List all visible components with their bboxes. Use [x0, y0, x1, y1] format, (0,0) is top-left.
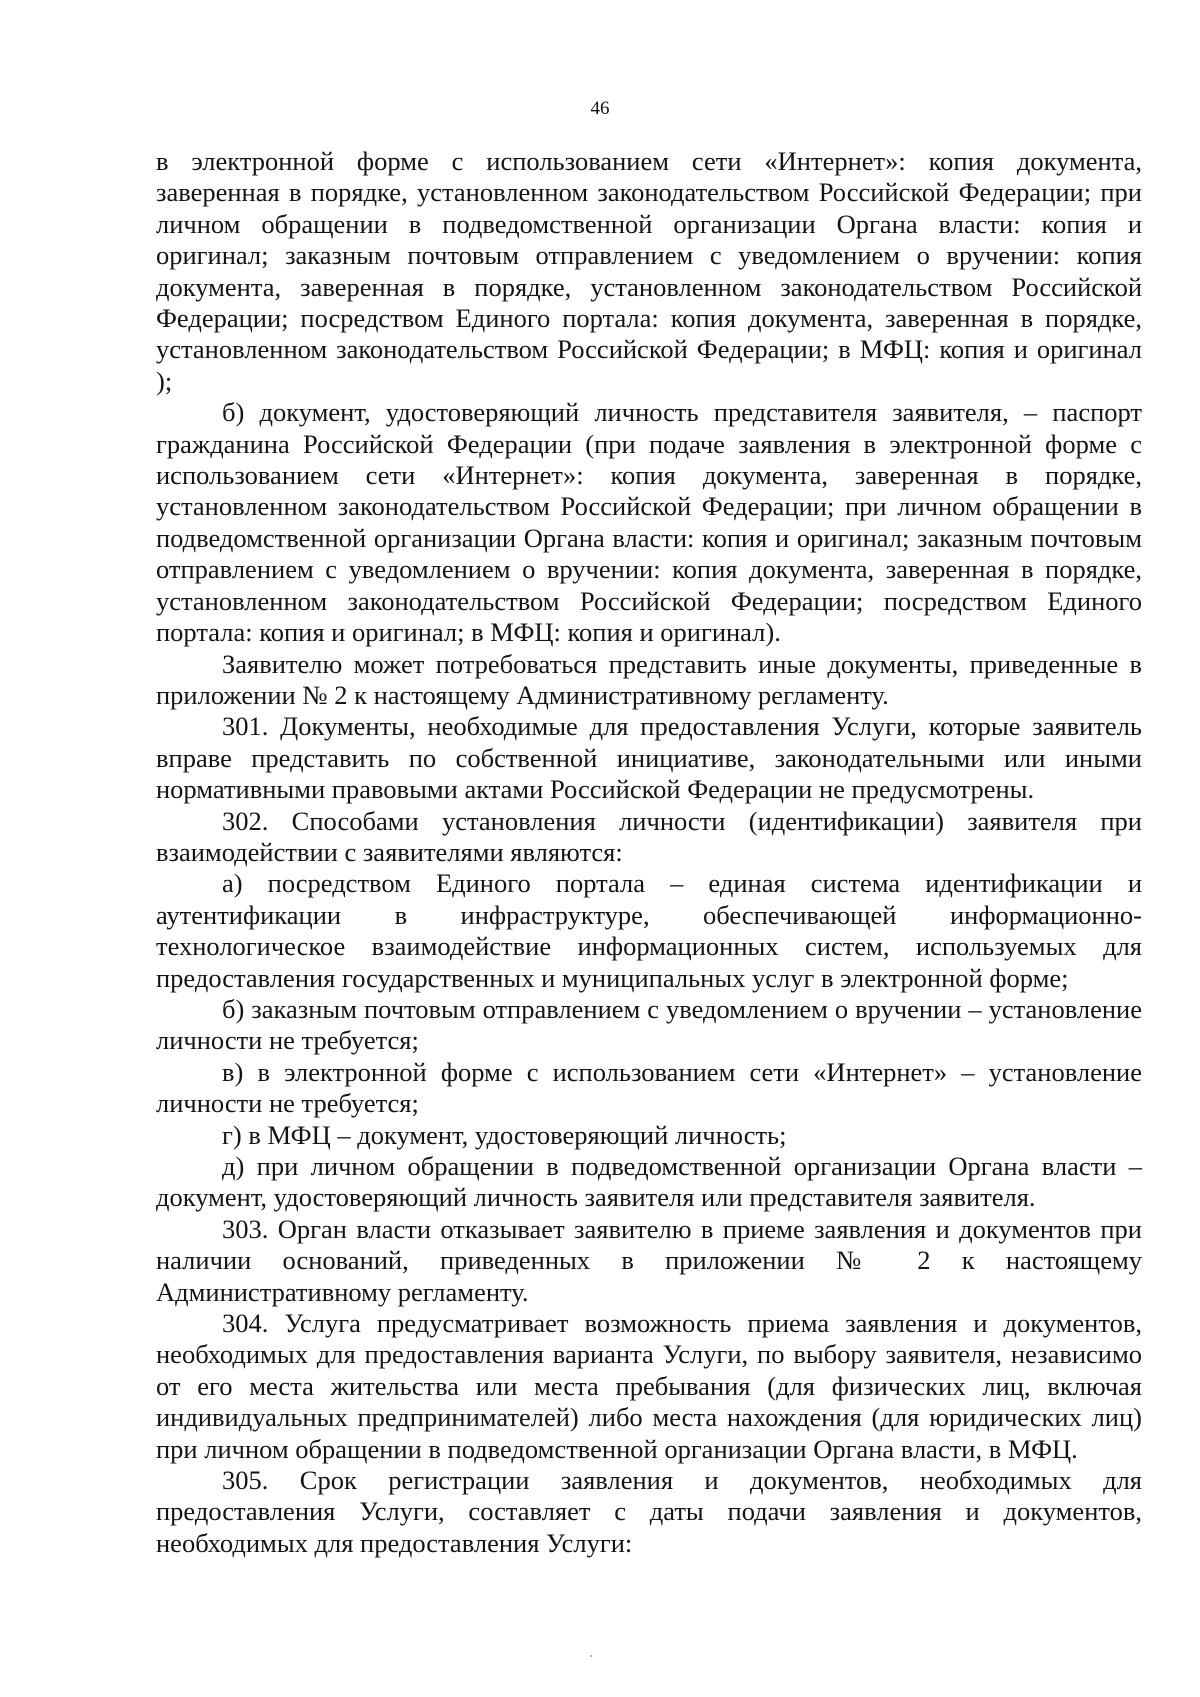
- paragraph-302: 302. Способами установления личности (идентификации) заявителя при взаимодействии с заявителями являются:: [156, 805, 1142, 867]
- paragraph-304: 304. Услуга предусматривает возможность приема заявления и документов, необходимых для предоставления варианта Услуги, по выбору заявителя, независимо от его места жительства или места пребывания (для физических лиц, включая индивидуальных предпринимателей) либо места нахождения (для юридических лиц) при личном обращении в подведомственной организации Органа власти, в МФЦ.: [156, 1308, 1142, 1464]
- paragraph-301: 301. Документы, необходимые для предоставления Услуги, которые заявитель вправе представить по собственной инициативе, законодательными или иными нормативными правовыми актами Российской Федерации не предусмотрены.: [156, 711, 1142, 805]
- paragraph-302-v: в) в электронной форме с использованием сети «Интернет» – установление личности не требуется;: [156, 1056, 1142, 1119]
- paragraph-305: 305. Срок регистрации заявления и документов, необходимых для предоставления Услуги, составляет с даты подачи заявления и документов, необходимых для предоставления Услуги:: [156, 1465, 1142, 1558]
- paragraph-303: 303. Орган власти отказывает заявителю в приеме заявления и документов при наличии оснований, приведенных в приложении № 2 к настоящему Административному регламенту.: [156, 1213, 1142, 1307]
- page-number: 46: [590, 98, 610, 119]
- paragraph-other-documents: Заявителю может потребоваться представить иные документы, приведенные в приложении № 2 к настоящему Административному регламенту.: [156, 648, 1142, 710]
- paragraph-302-a: а) посредством Единого портала – единая система идентификации и аутентификации в инфраструктуре, обеспечивающей информационно-технологическое взаимодействие информационных систем, используемых для предоставления государственных и муниципальных услуг в электронной форме;: [156, 868, 1142, 993]
- scan-speck: [590, 1655, 592, 1657]
- paragraph-b-passport: б) документ, удостоверяющий личность представителя заявителя, – паспорт гражданина Российской Федерации (при подаче заявления в электронной форме с использованием сети «Интернет»: копия документа, заверенная в порядке, установленном законодательством Российской Федерации; при личном обращении в подведомственной организации Органа власти: копия и оригинал; заказным почтовым отправлением с уведомлением о вручении: копия документа, заверенная в порядке, установленном законодательством Российской Федерации; посредством Единого портала: копия и оригинал; в МФЦ: копия и оригинал).: [156, 397, 1142, 648]
- document-body: [156, 146, 1142, 1559]
- paragraph-intro: в электронной форме с использованием сети «Интернет»: копия документа, заверенная в порядке, установленном законодательством Российской Федерации; при личном обращении в подведомственной организации Органа власти: копия и оригинал; заказным почтовым отправлением с уведомлением о вручении: копия документа, заверенная в порядке, установленном законодательством Российской Федерации; посредством Единого портала: копия документа, заверенная в порядке, установленном законодательством Российской Федерации; в МФЦ: копия и оригинал );: [156, 146, 1142, 396]
- paragraph-302-d: д) при личном обращении в подведомственной организации Органа власти – документ, удостоверяющий личность заявителя или представителя заявителя.: [156, 1151, 1142, 1213]
- paragraph-302-b: б) заказным почтовым отправлением с уведомлением о вручении – установление личности не требуется;: [156, 993, 1142, 1056]
- paragraph-302-g: г) в МФЦ – документ, удостоверяющий личность;: [222, 1119, 787, 1150]
